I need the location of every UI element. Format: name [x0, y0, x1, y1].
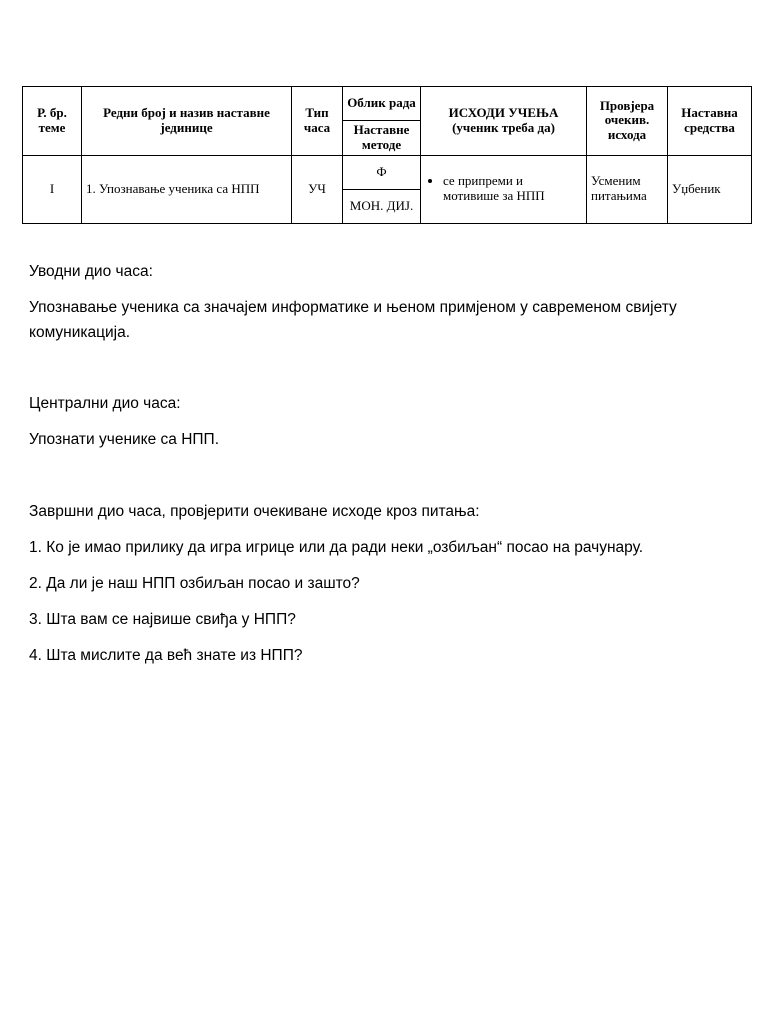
header-row: [23, 87, 752, 121]
question-item: 2. Да ли је наш НПП озбиљан посао и зашто?: [29, 575, 360, 592]
cell-teaching-methods: МОН. ДИЈ.: [343, 189, 421, 223]
central-section: [29, 391, 744, 452]
header-topic-number: Р. бр. теме: [23, 87, 82, 156]
cell-work-form: Ф: [343, 155, 421, 189]
table-row: [23, 155, 752, 189]
intro-heading: Уводни дио часа:: [29, 263, 153, 280]
final-section: [29, 499, 744, 668]
intro-text: Упознавање ученика са значајем информатике и њеном примјеном у савременом свијету комуникација.: [29, 299, 677, 341]
cell-teaching-means: Уџбеник: [668, 155, 752, 223]
question-item: 4. Шта мислите да већ знате из НПП?: [29, 647, 303, 664]
header-teaching-means: Наставна средства: [668, 87, 752, 156]
cell-learning-outcomes: [421, 155, 587, 223]
intro-section: [29, 259, 744, 345]
cell-unit-name: 1. Упознавање ученика са НПП: [82, 155, 292, 223]
header-learning-outcomes: ИСХОДИ УЧЕЊА (ученик треба да): [421, 87, 587, 156]
central-heading: Централни дио часа:: [29, 395, 181, 412]
cell-outcome-check: Усменим питањима: [587, 155, 668, 223]
question-item: 3. Шта вам се највише свиђа у НПП?: [29, 611, 296, 628]
header-work-form: Облик рада: [343, 87, 421, 121]
final-heading: Завршни дио часа, провјерити очекиване исходе кроз питања:: [29, 503, 480, 520]
cell-lesson-type: УЧ: [292, 155, 343, 223]
header-teaching-methods: Наставне методе: [343, 121, 421, 156]
cell-topic-number: I: [23, 155, 82, 223]
central-text: Упознати ученике са НПП.: [29, 431, 220, 448]
question-item: 1. Ко је имао прилику да игра игрице или да ради неки „озбиљан“ посао на рачунару.: [29, 539, 644, 556]
header-outcome-check: Провјера очекив. исхода: [587, 87, 668, 156]
header-unit-name: Редни број и назив наставне јединице: [82, 87, 292, 156]
lesson-plan-table: [22, 86, 752, 224]
outcome-bullet: • се припреми и мотивише за НПП: [443, 174, 582, 204]
header-lesson-type: Тип часа: [292, 87, 343, 156]
